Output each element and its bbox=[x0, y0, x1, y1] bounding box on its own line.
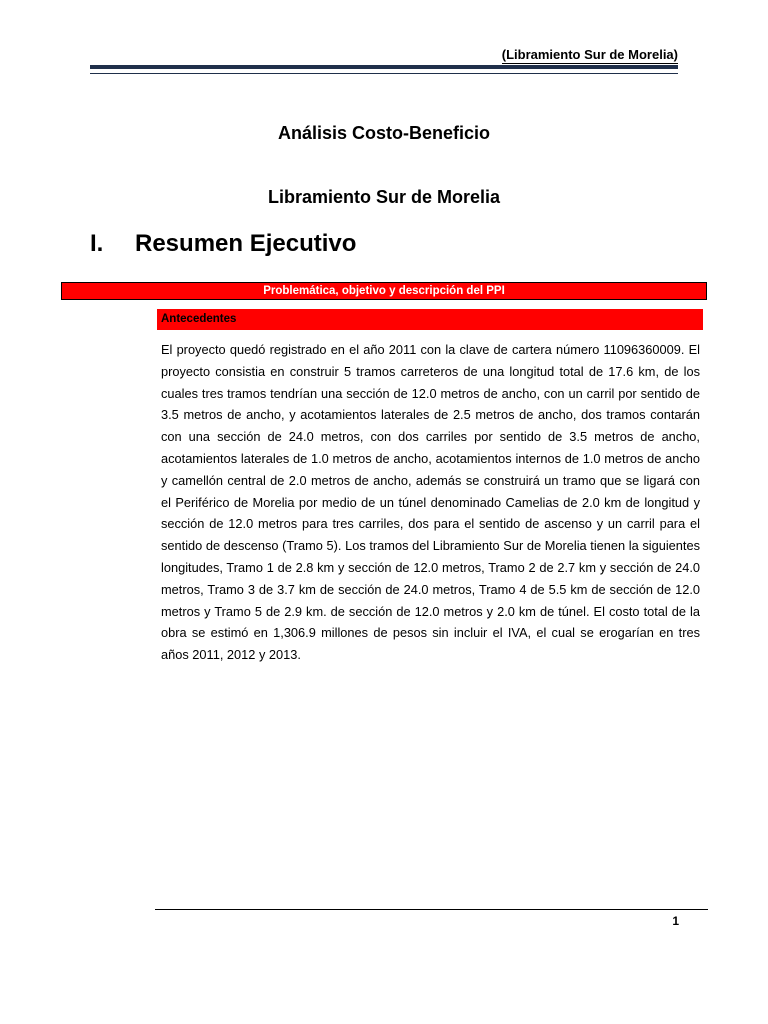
header-title: (Libramiento Sur de Morelia) bbox=[501, 47, 678, 62]
document-subtitle: Libramiento Sur de Morelia bbox=[267, 187, 501, 207]
header-rule-thin bbox=[90, 73, 678, 74]
section-title: Resumen Ejecutivo bbox=[135, 230, 357, 257]
page-number: 1 bbox=[672, 914, 679, 928]
body-paragraph: El proyecto quedó registrado en el año 2011 con la clave de cartera número 11096360009. El proyecto consistia en construir 5 tramos carreteros de una longitud total de 17.6 km, de los cuales tres tramos tendrían una sección de 12.0 metros de ancho, con un carril por sentido de 3.5 metros de ancho, y acotamientos laterales de 2.5 metros de ancho, dos tramos contarán con una sección de 24.0 metros, con dos carriles por sentido de 3.5 metros de ancho, acotamientos laterales de 1.0 metros de ancho, acotamientos internos de 1.0 metros de ancho y camellón central de 2.0 metros de ancho, además se construirá un tramo que se ligará con el Periférico de Morelia por medio de un túnel denominado Camelias de 2.0 km de longitud y sección de 12.0 metros para tres carriles, dos para el sentido de ascenso y un carril para el sentido de descenso (Tramo 5). Los tramos del Libramiento Sur de Morelia tienen la siguientes longitudes, Tramo 1 de 2.8 km y sección de 12.0 metros, Tramo 2 de 2.7 km y sección de 24.0 metros, Tramo 3 de 3.7 km de sección de 24.0 metros, Tramo 4 de 5.5 km de sección de 12.0 metros y Tramo 5 de 2.9 km. de sección de 12.0 metros y 2.0 km de túnel. El costo total de la obra se estimó en 1,306.9 millones de pesos sin incluir el IVA, el cual se erogarían en tres años 2011, 2012 y 2013. bbox=[161, 342, 700, 663]
header-rule-thick bbox=[90, 65, 678, 69]
subheading-banner: Antecedentes bbox=[157, 309, 703, 330]
section-banner: Problemática, objetivo y descripción del PPI bbox=[61, 282, 707, 300]
section-heading bbox=[90, 230, 356, 258]
section-number: I. bbox=[90, 230, 104, 257]
footer-rule bbox=[155, 909, 708, 910]
document-title: Análisis Costo-Beneficio bbox=[277, 123, 491, 143]
